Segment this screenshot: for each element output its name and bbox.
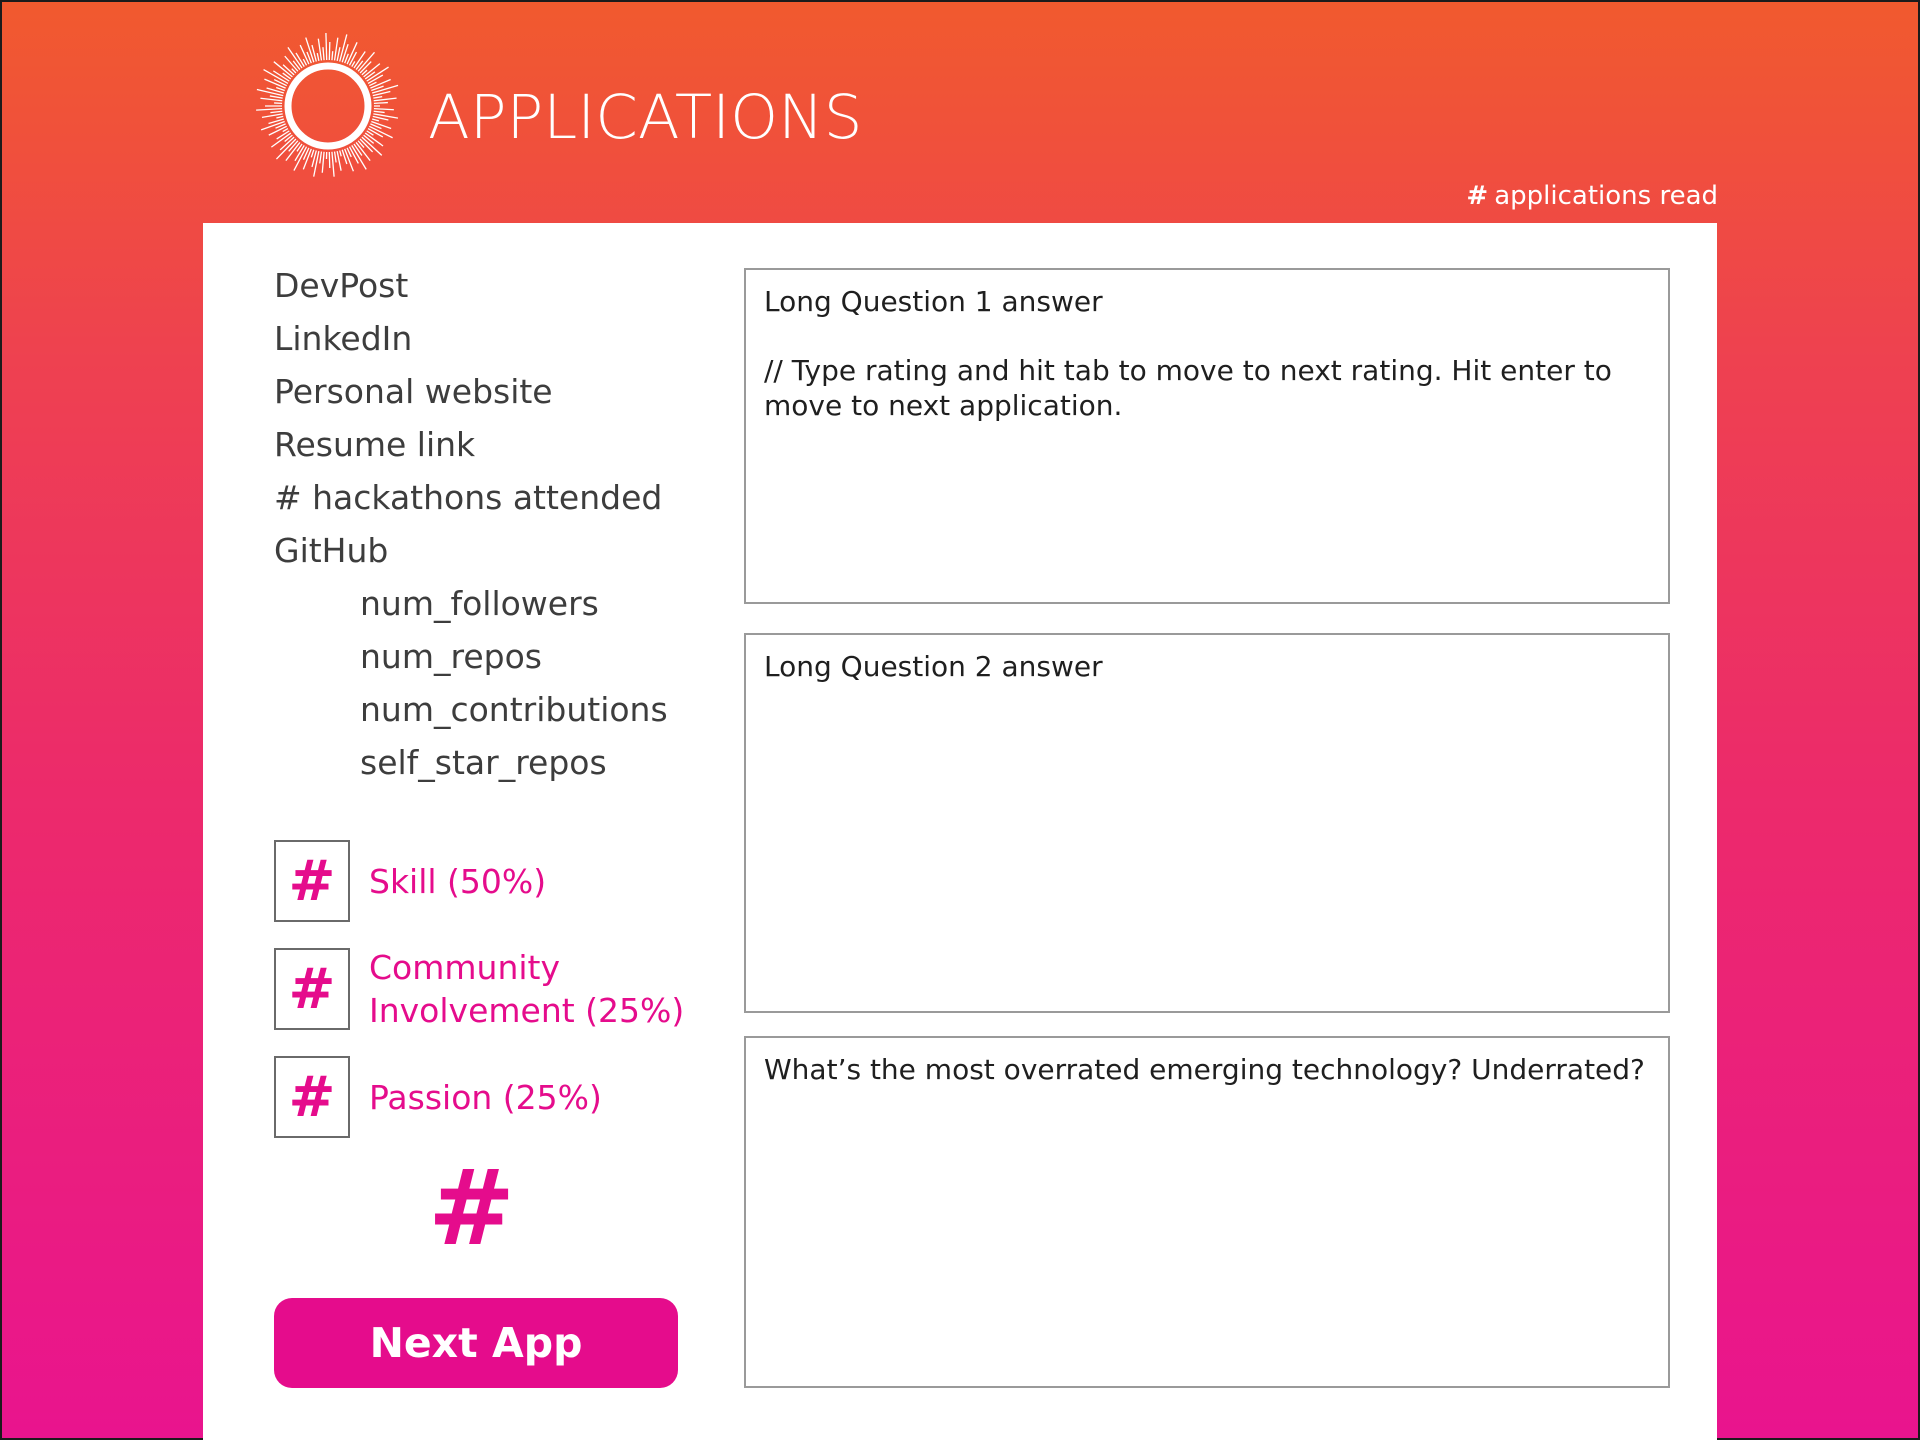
devpost-link[interactable]: DevPost xyxy=(274,266,409,305)
github-link[interactable]: GitHub xyxy=(274,531,389,570)
skill-rating-label: Skill (50%) xyxy=(369,861,547,901)
read-count-label: applications read xyxy=(1494,181,1718,211)
next-app-button[interactable]: Next App xyxy=(274,1298,678,1388)
hackathons-attended: # hackathons attended xyxy=(274,478,663,517)
github-self-star-repos: self_star_repos xyxy=(360,743,607,782)
page-title: APPLICATIONS xyxy=(428,82,863,153)
question-3-answer[interactable] xyxy=(744,1036,1670,1388)
resume-link[interactable]: Resume link xyxy=(274,425,476,464)
passion-rating-label: Passion (25%) xyxy=(369,1077,602,1117)
personal-website-link[interactable]: Personal website xyxy=(274,372,553,411)
github-contributions: num_contributions xyxy=(360,690,668,729)
long-question-1-answer[interactable] xyxy=(744,268,1670,604)
read-count-value: # xyxy=(1466,181,1489,211)
q3-question-text: What’s the most overrated emerging technology? Underrated? xyxy=(764,1053,1645,1086)
q1-answer-text: Long Question 1 answer xyxy=(764,285,1103,318)
rating-skill xyxy=(274,840,546,922)
linkedin-link[interactable]: LinkedIn xyxy=(274,319,413,358)
long-question-2-answer[interactable] xyxy=(744,633,1670,1013)
community-rating-input[interactable]: # xyxy=(274,948,350,1030)
rating-passion xyxy=(274,1056,602,1138)
passion-rating-input[interactable]: # xyxy=(274,1056,350,1138)
rating-community xyxy=(274,946,684,1032)
community-rating-label: Community Involvement (25%) xyxy=(369,948,685,1030)
q1-instruction-note: // Type rating and hit tab to move to next rating. Hit enter to move to next application. xyxy=(764,354,1612,422)
q2-answer-text: Long Question 2 answer xyxy=(764,650,1103,683)
skill-rating-input[interactable]: # xyxy=(274,840,350,922)
applicant-info-list xyxy=(274,259,668,789)
total-score: # xyxy=(428,1147,516,1269)
applications-read-counter xyxy=(1466,176,1718,216)
application-card xyxy=(203,223,1717,1440)
github-followers: num_followers xyxy=(360,584,599,623)
sunburst-logo-icon xyxy=(252,30,404,182)
github-repos: num_repos xyxy=(360,637,542,676)
